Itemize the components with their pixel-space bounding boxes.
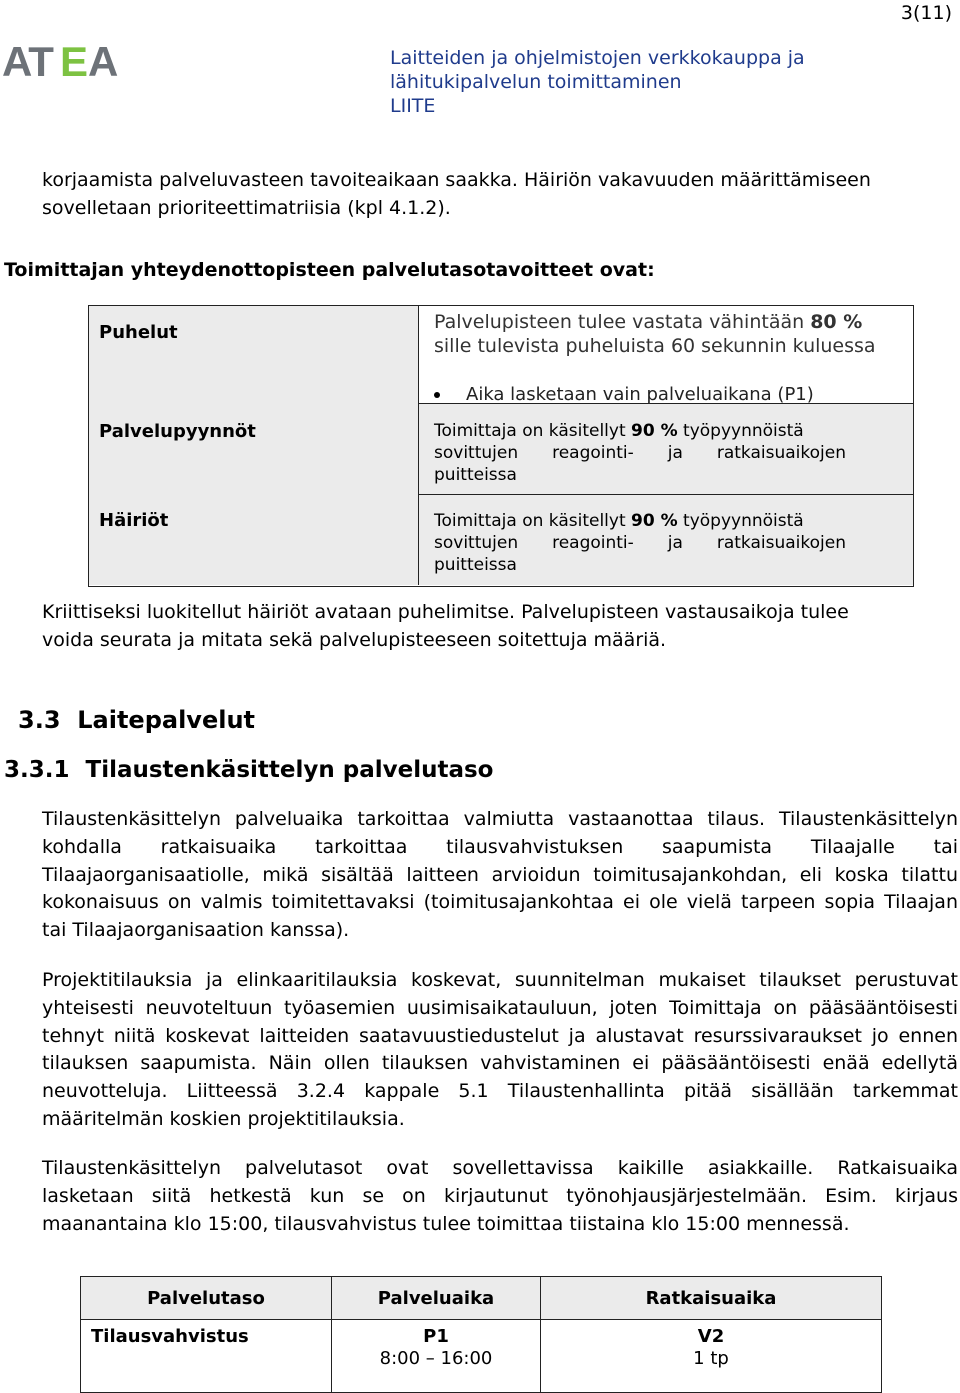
- cell-service-time: [332, 1320, 541, 1393]
- paragraph-line: Tilaustenkäsittelyn palveluaika tarkoittaa valmiutta vastaanottaa tilaus. Tilaustenkäsittelyn: [42, 808, 958, 830]
- atea-logo: [2, 40, 126, 80]
- svg-text:AT: AT: [2, 40, 53, 80]
- service-hours: 8:00 – 16:00: [379, 1348, 493, 1369]
- paragraph-line: tilauksen saapumista. Näin ollen tilauksen vahvistaminen ei pääsääntöisesti enää edellytä: [42, 1052, 958, 1075]
- paragraph-project-orders: [42, 967, 958, 1134]
- requests-line-2: sovittujen reagointi- ja ratkaisuaikojen: [434, 443, 846, 463]
- row-order-confirmation: Tilausvahvistus: [81, 1320, 332, 1393]
- row-label-calls: Puhelut: [99, 322, 178, 343]
- paragraph-line: tehnyt niitä koskevat laitteiden saatavuustiedustelut ja alustavat resurssivaraukset jo ennen: [42, 1024, 958, 1047]
- paragraph-line: tai Tilaajaorganisaation kanssa).: [42, 919, 350, 942]
- header-line-1: Laitteiden ja ohjelmistojen verkkokauppa ja: [390, 47, 805, 69]
- paragraph-line: Tilaustenkäsittelyn palvelutasot ovat sovellettavissa kaikille asiakkaille. Ratkaisuaika: [42, 1157, 958, 1179]
- paragraph-line: määritelmän koskien projektitilauksia.: [42, 1107, 405, 1130]
- after-table-paragraph: [42, 598, 922, 654]
- header-service-level: Palvelutaso: [81, 1277, 332, 1320]
- incidents-pre: Toimittaja on käsitellyt: [434, 511, 632, 531]
- intro-line: sovelletaan prioriteettimatriisia (kpl 4.1.2).: [42, 197, 451, 219]
- paragraph-line: yhteisesti neuvoteltuun työasemien uusimisaikatauluun, joten Toimittaja on pääsääntöisesti: [42, 996, 958, 1019]
- calls-line-1: [434, 310, 904, 334]
- requests-pre: Toimittaja on käsitellyt: [434, 421, 632, 441]
- calls-bullet: [434, 384, 904, 405]
- requests-text: [434, 420, 846, 486]
- section-heading-3-3-1: 3.3.1 Tilaustenkäsittelyn palvelutaso: [4, 757, 494, 783]
- requests-percentage: 90 %: [631, 421, 678, 441]
- calls-text-pre: Palvelupisteen tulee vastata vähintään: [434, 311, 811, 333]
- paragraph-service-levels: [42, 1155, 958, 1238]
- requests-line-3: puitteissa: [434, 465, 517, 485]
- table-header-row: [81, 1277, 882, 1320]
- svg-text:E: E: [60, 40, 89, 80]
- priority-p1: P1: [423, 1326, 449, 1347]
- after-table-line: Kriittiseksi luokitellut häiriöt avataan puhelimitse. Palvelupisteen vastausaikoja tulee: [42, 601, 849, 623]
- service-target-table: [88, 305, 914, 587]
- paragraph-line: Tilaajaorganisaatiolle, mikä sisältää laitteen arvioidun toimitusajankohdan, eli koska tilattu: [42, 863, 958, 886]
- resolution-value: 1 tp: [693, 1348, 729, 1369]
- paragraph-line: Projektitilauksia ja elinkaaritilauksia koskevat, suunnitelman mukaiset tilaukset perustuvat: [42, 969, 958, 991]
- calls-text: [434, 310, 904, 358]
- page-number: 3(11): [900, 2, 952, 24]
- header-line-2: lähitukipalvelun toimittaminen: [390, 71, 682, 93]
- incidents-line-1: [434, 510, 846, 532]
- intro-paragraph: [42, 166, 922, 222]
- document-header: [390, 46, 805, 118]
- priority-v2: V2: [697, 1326, 725, 1347]
- calls-bullet-text: Aika lasketaan vain palveluaikana (P1): [466, 384, 814, 405]
- paragraph-line: neuvotteluja. Liitteessä 3.2.4 kappale 5.1 Tilaustenhallinta pitää sisällään tarkemmat: [42, 1080, 958, 1103]
- calls-percentage: 80 %: [810, 311, 863, 333]
- after-table-line: voida seurata ja mitata sekä palvelupisteeseen soitettuja määriä.: [42, 629, 667, 651]
- header-line-3: LIITE: [390, 95, 436, 117]
- incidents-line-2: sovittujen reagointi- ja ratkaisuaikojen: [434, 533, 846, 553]
- paragraph-line: kohdalla ratkaisuaika tarkoittaa tilausvahvistuksen saapumista Tilaajalle tai: [42, 835, 958, 858]
- cell-resolution-time: [541, 1320, 882, 1393]
- row-label-incidents: Häiriöt: [99, 510, 169, 531]
- paragraph-line: maanantaina klo 15:00, tilausvahvistus tulee toimittaa tiistaina klo 15:00 mennessä.: [42, 1212, 850, 1235]
- order-service-level-table: [80, 1276, 882, 1393]
- intro-line: korjaamista palveluvasteen tavoiteaikaan saakka. Häiriön vakavuuden määrittämiseen: [42, 169, 871, 191]
- paragraph-line: lasketaan siitä hetkestä kun se on kirjautunut työnohjausjärjestelmään. Esim. kirjaus: [42, 1184, 958, 1207]
- paragraph-order-processing: [42, 806, 958, 945]
- incidents-percentage: 90 %: [631, 511, 678, 531]
- paragraph-line: kokonaisuus on valmis toimitettavaksi (toimitusajankohtaa ei ole vielä tarpeen sopia Tilaajan: [42, 891, 958, 914]
- section-heading-3-3: 3.3 Laitepalvelut: [18, 706, 255, 734]
- row-label-requests: Palvelupyynnöt: [99, 421, 256, 442]
- table-row: [81, 1320, 882, 1393]
- svg-text:A: A: [88, 40, 119, 80]
- targets-heading: Toimittajan yhteydenottopisteen palvelutasotavoitteet ovat:: [4, 259, 655, 281]
- calls-line-2: sille tulevista puheluista 60 sekunnin kuluessa: [434, 335, 876, 357]
- incidents-line-3: puitteissa: [434, 555, 517, 575]
- header-resolution-time: Ratkaisuaika: [541, 1277, 882, 1320]
- incidents-text: [434, 510, 846, 576]
- header-service-time: Palveluaika: [332, 1277, 541, 1320]
- label-column: [89, 306, 419, 585]
- bullet-icon: [434, 392, 440, 398]
- requests-post: työpyynnöistä: [677, 421, 804, 441]
- requests-line-1: [434, 420, 846, 442]
- incidents-post: työpyynnöistä: [677, 511, 804, 531]
